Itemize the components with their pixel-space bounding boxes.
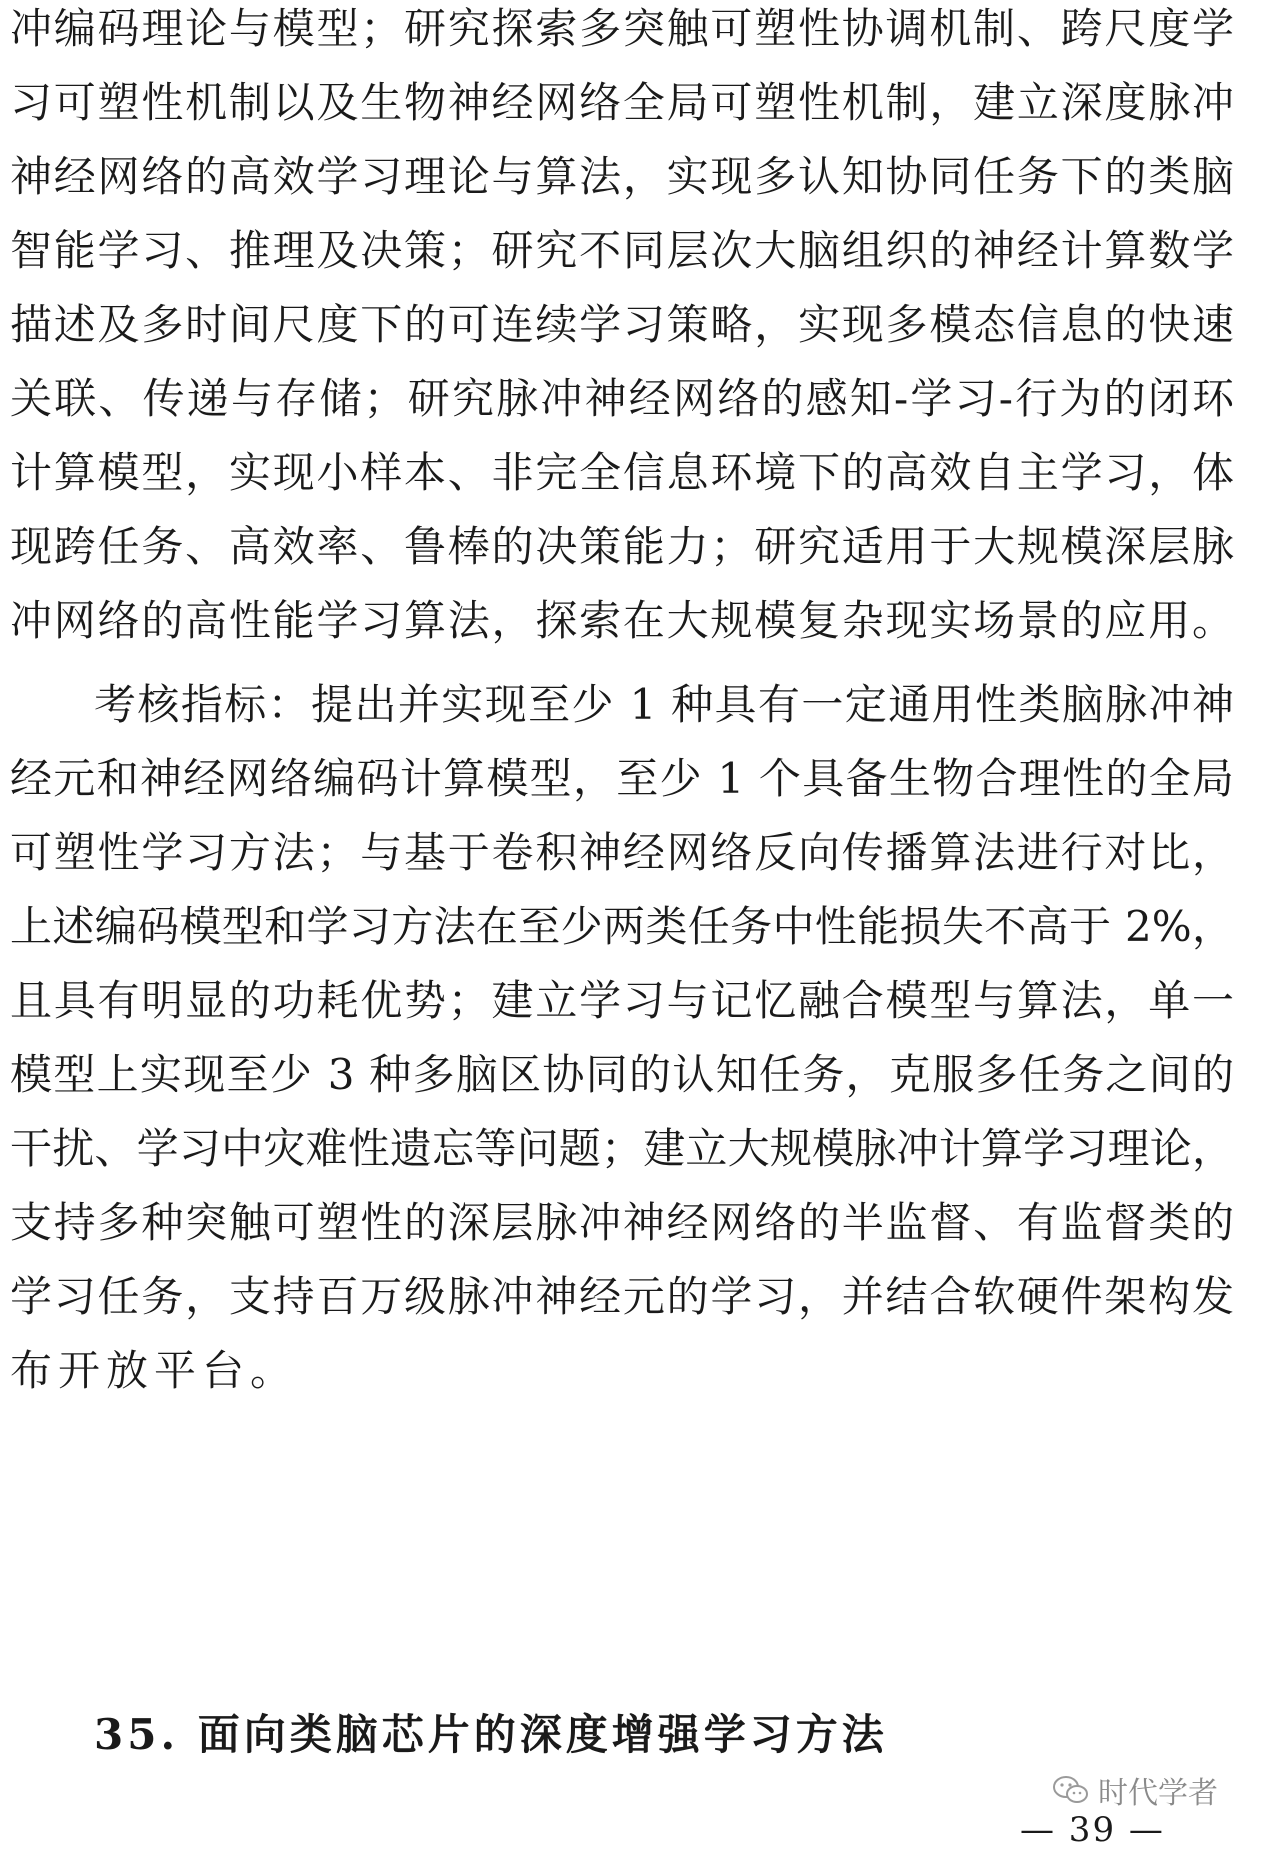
- paragraph-line: 冲编码理论与模型；研究探索多突触可塑性协调机制、跨尺度学: [10, 4, 1234, 53]
- paragraph-line: 描述及多时间尺度下的可连续学习策略，实现多模态信息的快速: [10, 300, 1234, 349]
- paragraph-line: 计算模型，实现小样本、非完全信息环境下的高效自主学习，体: [10, 448, 1234, 497]
- paragraph-line: 冲网络的高性能学习算法，探索在大规模复杂现实场景的应用。: [10, 596, 1234, 645]
- paragraph-line: 考核指标：提出并实现至少 1 种具有一定通用性类脑脉冲神: [94, 680, 1234, 729]
- section-heading: 35. 面向类脑芯片的深度增强学习方法: [94, 1710, 888, 1759]
- paragraph-line: 模型上实现至少 3 种多脑区协同的认知任务，克服多任务之间的: [10, 1050, 1234, 1099]
- paragraph-line: 且具有明显的功耗优势；建立学习与记忆融合模型与算法，单一: [10, 976, 1234, 1025]
- watermark-text: 时代学者: [1098, 1776, 1218, 1811]
- paragraph-line: 习可塑性机制以及生物神经网络全局可塑性机制，建立深度脉冲: [10, 78, 1234, 127]
- page-number: — 39 —: [1020, 1810, 1165, 1850]
- watermark: [1052, 1768, 1218, 1812]
- paragraph-line: 支持多种突触可塑性的深层脉冲神经网络的半监督、有监督类的: [10, 1198, 1234, 1247]
- wechat-icon: [1052, 1775, 1090, 1805]
- paragraph-line: 关联、传递与存储；研究脉冲神经网络的感知-学习-行为的闭环: [10, 374, 1234, 423]
- paragraph-line: 干扰、学习中灾难性遗忘等问题；建立大规模脉冲计算学习理论，: [10, 1124, 1234, 1173]
- paragraph-line: 神经网络的高效学习理论与算法，实现多认知协同任务下的类脑: [10, 152, 1234, 201]
- paragraph-line: 现跨任务、高效率、鲁棒的决策能力；研究适用于大规模深层脉: [10, 522, 1234, 571]
- paragraph-line: 经元和神经网络编码计算模型，至少 1 个具备生物合理性的全局: [10, 754, 1234, 803]
- paragraph-line: 可塑性学习方法；与基于卷积神经网络反向传播算法进行对比，: [10, 828, 1234, 877]
- paragraph-line: 上述编码模型和学习方法在至少两类任务中性能损失不高于 2%，: [10, 902, 1234, 951]
- paragraph-line: 智能学习、推理及决策；研究不同层次大脑组织的神经计算数学: [10, 226, 1234, 275]
- paragraph-line: 布开放平台。: [10, 1346, 299, 1395]
- paragraph-line: 学习任务，支持百万级脉冲神经元的学习，并结合软硬件架构发: [10, 1272, 1234, 1321]
